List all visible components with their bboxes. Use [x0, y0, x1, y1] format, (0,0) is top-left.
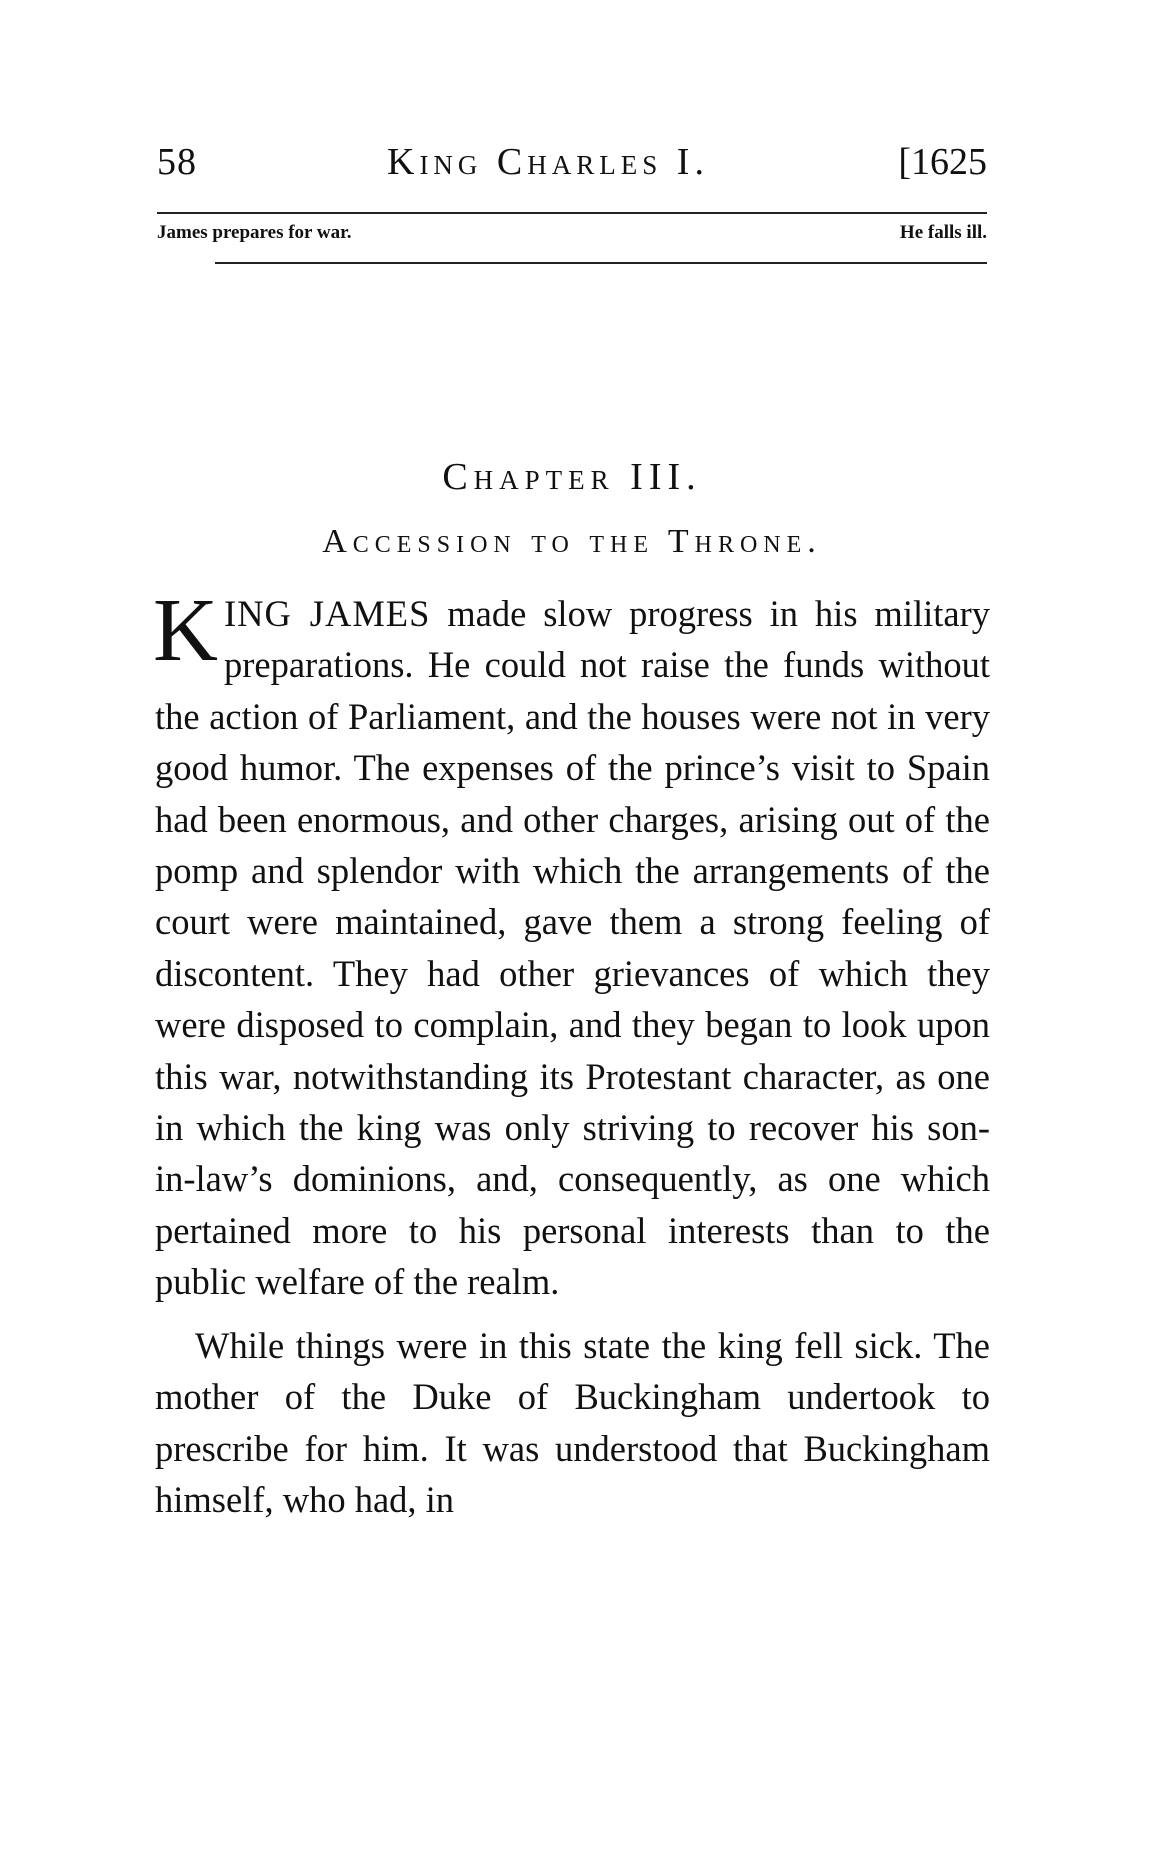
lead-word: ING JAMES — [224, 593, 431, 634]
chapter-heading: Chapter III. — [442, 456, 702, 498]
header-rule-top — [157, 212, 987, 214]
marginal-subheads — [157, 220, 987, 250]
header-rule-bottom — [215, 262, 987, 264]
running-head — [157, 140, 987, 190]
year-marker: [1625 — [898, 141, 987, 183]
page-number: 58 — [157, 141, 197, 183]
body-text — [153, 581, 990, 1525]
paragraph-2: While things were in this state the king fell sick. The mother of the Duke of Buckingham undertook to prescribe for him. It was understood that Buckingham himself, who had, in — [155, 1324, 990, 1520]
drop-cap: K — [153, 581, 218, 680]
book-title: King Charles I. — [387, 141, 709, 183]
paragraph-1 — [153, 581, 990, 1308]
subhead-left: James prepares for war. — [157, 222, 352, 243]
paragraph-1-text: made slow progress in his military preparations. He could not raise the funds without the action of Parliament, and the houses were not in very good humor. The expenses of the prince’s visit to Spain had been enormous, and other charges, arising out of the pomp and splendor with which the arrangements of the court were maintained, gave them a strong feeling of discontent. They had other grievances of which they were disposed to complain, and they began to look upon this war, notwithstanding its Protestant character, as one in which the king was only striving to recover his son-in-law’s dominions, and, consequently, as one which pertained more to his personal interests than to the public welfare of the realm. — [155, 593, 990, 1303]
subhead-right: He falls ill. — [899, 222, 987, 243]
chapter-title: Accession to the Throne. — [322, 523, 822, 560]
